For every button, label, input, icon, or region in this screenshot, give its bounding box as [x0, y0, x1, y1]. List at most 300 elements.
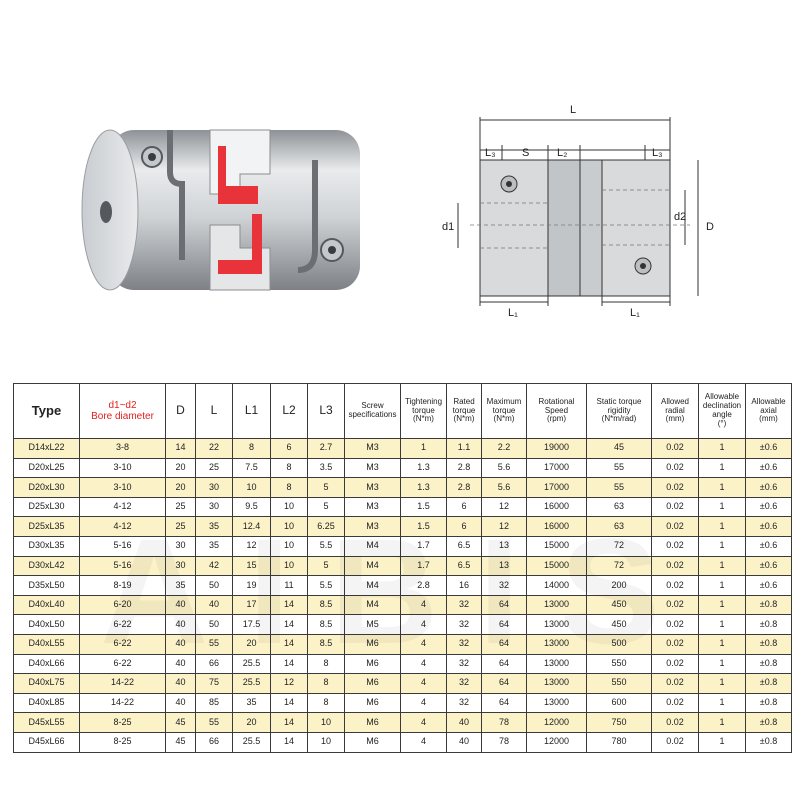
table-row [14, 556, 792, 576]
cell-L3: 5 [308, 478, 345, 498]
cell-screw: M6 [345, 732, 401, 752]
cell-bore: 3-10 [80, 478, 166, 498]
cell-D: 25 [166, 497, 196, 517]
table-row [14, 693, 792, 713]
cell-type: D20xL30 [14, 478, 80, 498]
cell-rigidity: 450 [587, 615, 652, 635]
cell-screw: M6 [345, 654, 401, 674]
cell-bore: 8-19 [80, 576, 166, 596]
cell-bore: 5-16 [80, 536, 166, 556]
header-speed: Rotational Speed (rpm) [527, 384, 587, 439]
cell-radial: 0.02 [652, 517, 699, 537]
cell-bore: 6-22 [80, 615, 166, 635]
cell-rigidity: 55 [587, 478, 652, 498]
cell-speed: 19000 [527, 439, 587, 459]
cell-D: 20 [166, 458, 196, 478]
cell-type: D40xL75 [14, 674, 80, 694]
cell-radial: 0.02 [652, 634, 699, 654]
cell-L: 35 [196, 517, 233, 537]
cell-axial: ±0.6 [746, 497, 792, 517]
cell-radial: 0.02 [652, 654, 699, 674]
cell-screw: M6 [345, 713, 401, 733]
cell-L1: 35 [233, 693, 271, 713]
cell-bore: 6-22 [80, 634, 166, 654]
table-row [14, 517, 792, 537]
cell-tightening: 1.5 [401, 497, 447, 517]
cell-declination: 1 [699, 517, 746, 537]
cell-rated: 32 [447, 595, 482, 615]
cell-tightening: 4 [401, 595, 447, 615]
table-row [14, 497, 792, 517]
cell-radial: 0.02 [652, 674, 699, 694]
cell-tightening: 4 [401, 615, 447, 635]
cell-tightening: 1.5 [401, 517, 447, 537]
cell-tightening: 4 [401, 693, 447, 713]
cell-type: D40xL50 [14, 615, 80, 635]
cell-D: 40 [166, 654, 196, 674]
dim-L1-left: L₁ [508, 307, 518, 319]
cell-declination: 1 [699, 595, 746, 615]
cell-D: 25 [166, 517, 196, 537]
cell-tightening: 4 [401, 634, 447, 654]
cell-L1: 20 [233, 713, 271, 733]
cell-declination: 1 [699, 497, 746, 517]
cell-speed: 13000 [527, 615, 587, 635]
cell-type: D45xL66 [14, 732, 80, 752]
cell-tightening: 4 [401, 674, 447, 694]
cell-screw: M6 [345, 693, 401, 713]
cell-L3: 10 [308, 713, 345, 733]
cell-screw: M4 [345, 536, 401, 556]
cell-L: 50 [196, 576, 233, 596]
cell-rated: 6.5 [447, 536, 482, 556]
cell-maximum: 64 [482, 693, 527, 713]
cell-maximum: 2.2 [482, 439, 527, 459]
cell-maximum: 64 [482, 595, 527, 615]
header-row [14, 384, 792, 439]
cell-L2: 10 [271, 556, 308, 576]
cell-declination: 1 [699, 654, 746, 674]
cell-L3: 6.25 [308, 517, 345, 537]
cell-bore: 8-25 [80, 713, 166, 733]
cell-declination: 1 [699, 693, 746, 713]
cell-rated: 32 [447, 634, 482, 654]
cell-L: 42 [196, 556, 233, 576]
dim-L2: L₂ [557, 147, 568, 159]
cell-maximum: 64 [482, 634, 527, 654]
cell-tightening: 1.7 [401, 536, 447, 556]
cell-bore: 4-12 [80, 517, 166, 537]
table-row [14, 478, 792, 498]
cell-type: D45xL55 [14, 713, 80, 733]
cell-radial: 0.02 [652, 693, 699, 713]
cell-axial: ±0.6 [746, 458, 792, 478]
cell-L1: 12.4 [233, 517, 271, 537]
cell-rigidity: 72 [587, 556, 652, 576]
cell-type: D25xL35 [14, 517, 80, 537]
cell-axial: ±0.8 [746, 615, 792, 635]
cell-L2: 12 [271, 674, 308, 694]
cell-L3: 8 [308, 674, 345, 694]
header-declination: Allowable declination angle (°) [699, 384, 746, 439]
cell-L3: 8 [308, 654, 345, 674]
cell-bore: 3-10 [80, 458, 166, 478]
cell-declination: 1 [699, 536, 746, 556]
cell-maximum: 78 [482, 732, 527, 752]
cell-L: 55 [196, 713, 233, 733]
cell-radial: 0.02 [652, 458, 699, 478]
cell-L2: 14 [271, 693, 308, 713]
cell-L3: 5 [308, 556, 345, 576]
cell-maximum: 13 [482, 536, 527, 556]
cell-rated: 32 [447, 693, 482, 713]
cell-radial: 0.02 [652, 615, 699, 635]
cell-L2: 14 [271, 713, 308, 733]
cell-type: D40xL66 [14, 654, 80, 674]
cell-bore: 8-25 [80, 732, 166, 752]
cell-bore: 14-22 [80, 693, 166, 713]
table-row [14, 595, 792, 615]
cell-rated: 6 [447, 497, 482, 517]
cell-maximum: 78 [482, 713, 527, 733]
cell-L3: 8.5 [308, 634, 345, 654]
table-row [14, 674, 792, 694]
cell-rated: 40 [447, 732, 482, 752]
cell-rigidity: 500 [587, 634, 652, 654]
cell-declination: 1 [699, 732, 746, 752]
header-rigidity: Static torque rigidity (N*m/rad) [587, 384, 652, 439]
cell-L2: 8 [271, 478, 308, 498]
cell-L2: 8 [271, 458, 308, 478]
header-L1: L1 [233, 384, 271, 439]
cell-speed: 17000 [527, 478, 587, 498]
cell-L2: 14 [271, 595, 308, 615]
cell-screw: M3 [345, 517, 401, 537]
dim-d2: d2 [674, 211, 687, 223]
cell-rated: 16 [447, 576, 482, 596]
cell-screw: M4 [345, 556, 401, 576]
cell-radial: 0.02 [652, 536, 699, 556]
cell-speed: 13000 [527, 674, 587, 694]
cell-L: 75 [196, 674, 233, 694]
cell-radial: 0.02 [652, 556, 699, 576]
cell-L1: 17.5 [233, 615, 271, 635]
cell-L3: 8 [308, 693, 345, 713]
cell-tightening: 1 [401, 439, 447, 459]
cell-axial: ±0.8 [746, 674, 792, 694]
cell-type: D40xL55 [14, 634, 80, 654]
cell-L2: 14 [271, 615, 308, 635]
cell-rated: 32 [447, 615, 482, 635]
cell-speed: 13000 [527, 595, 587, 615]
cell-bore: 6-20 [80, 595, 166, 615]
cell-L: 30 [196, 478, 233, 498]
cell-L3: 8.5 [308, 615, 345, 635]
coupling-photo [70, 110, 390, 310]
cell-speed: 16000 [527, 517, 587, 537]
cell-L: 55 [196, 634, 233, 654]
cell-L: 66 [196, 732, 233, 752]
cell-L3: 5.5 [308, 576, 345, 596]
dim-L3-left: L₃ [485, 147, 496, 159]
cell-bore: 5-16 [80, 556, 166, 576]
header-D: D [166, 384, 196, 439]
cell-axial: ±0.8 [746, 634, 792, 654]
header-radial: Allowed radial (mm) [652, 384, 699, 439]
cell-speed: 13000 [527, 634, 587, 654]
table-row [14, 458, 792, 478]
cell-type: D30xL35 [14, 536, 80, 556]
cell-L1: 12 [233, 536, 271, 556]
cell-L1: 17 [233, 595, 271, 615]
spec-table-body [14, 439, 792, 753]
cell-L2: 14 [271, 732, 308, 752]
cell-axial: ±0.6 [746, 517, 792, 537]
dim-S: S [522, 147, 530, 159]
cell-radial: 0.02 [652, 713, 699, 733]
cell-D: 35 [166, 576, 196, 596]
cell-L2: 10 [271, 536, 308, 556]
cell-maximum: 64 [482, 615, 527, 635]
cell-screw: M4 [345, 595, 401, 615]
cell-rigidity: 55 [587, 458, 652, 478]
cell-declination: 1 [699, 458, 746, 478]
cell-speed: 12000 [527, 713, 587, 733]
cell-axial: ±0.8 [746, 713, 792, 733]
cell-rigidity: 45 [587, 439, 652, 459]
cell-rigidity: 72 [587, 536, 652, 556]
cell-axial: ±0.6 [746, 439, 792, 459]
cell-D: 40 [166, 634, 196, 654]
dim-L: L [570, 104, 577, 116]
cell-speed: 13000 [527, 654, 587, 674]
cell-tightening: 4 [401, 732, 447, 752]
cell-L2: 10 [271, 517, 308, 537]
cell-speed: 15000 [527, 536, 587, 556]
cell-maximum: 13 [482, 556, 527, 576]
cell-type: D35xL50 [14, 576, 80, 596]
cell-rated: 2.8 [447, 458, 482, 478]
cell-type: D20xL25 [14, 458, 80, 478]
header-L: L [196, 384, 233, 439]
cell-screw: M3 [345, 458, 401, 478]
cell-radial: 0.02 [652, 595, 699, 615]
cell-type: D30xL42 [14, 556, 80, 576]
cell-declination: 1 [699, 576, 746, 596]
table-row [14, 654, 792, 674]
cell-rigidity: 550 [587, 674, 652, 694]
cell-L3: 5.5 [308, 536, 345, 556]
cell-axial: ±0.6 [746, 576, 792, 596]
spec-table [13, 383, 792, 753]
table-row [14, 439, 792, 459]
cell-maximum: 5.6 [482, 478, 527, 498]
cell-axial: ±0.6 [746, 556, 792, 576]
cell-L1: 8 [233, 439, 271, 459]
cell-L2: 10 [271, 497, 308, 517]
cell-rated: 32 [447, 654, 482, 674]
cell-L3: 10 [308, 732, 345, 752]
cell-L1: 25.5 [233, 674, 271, 694]
cell-L2: 6 [271, 439, 308, 459]
cell-D: 40 [166, 615, 196, 635]
cell-axial: ±0.8 [746, 732, 792, 752]
table-row [14, 713, 792, 733]
cell-D: 20 [166, 478, 196, 498]
cell-bore: 3-8 [80, 439, 166, 459]
cell-declination: 1 [699, 478, 746, 498]
header-rated: Rated torque (N*m) [447, 384, 482, 439]
cell-rigidity: 550 [587, 654, 652, 674]
cell-maximum: 12 [482, 517, 527, 537]
dim-D: D [706, 221, 714, 233]
cell-L2: 11 [271, 576, 308, 596]
cell-rigidity: 63 [587, 517, 652, 537]
cell-D: 45 [166, 732, 196, 752]
cell-bore: 6-22 [80, 654, 166, 674]
table-row [14, 536, 792, 556]
cell-type: D40xL85 [14, 693, 80, 713]
table-row [14, 615, 792, 635]
cell-rigidity: 780 [587, 732, 652, 752]
cell-rated: 1.1 [447, 439, 482, 459]
cell-radial: 0.02 [652, 478, 699, 498]
cell-axial: ±0.8 [746, 654, 792, 674]
cell-tightening: 4 [401, 713, 447, 733]
cell-declination: 1 [699, 439, 746, 459]
cell-maximum: 64 [482, 674, 527, 694]
cell-axial: ±0.6 [746, 478, 792, 498]
cell-screw: M6 [345, 634, 401, 654]
cell-maximum: 12 [482, 497, 527, 517]
cell-D: 14 [166, 439, 196, 459]
cell-radial: 0.02 [652, 576, 699, 596]
cell-D: 40 [166, 595, 196, 615]
cell-L3: 3.5 [308, 458, 345, 478]
cell-declination: 1 [699, 674, 746, 694]
dim-d1: d1 [442, 221, 455, 233]
cell-L1: 25.5 [233, 654, 271, 674]
cell-L: 85 [196, 693, 233, 713]
cell-maximum: 5.6 [482, 458, 527, 478]
header-bore: d1~d2 Bore diameter [80, 384, 166, 439]
cell-L1: 20 [233, 634, 271, 654]
cell-D: 45 [166, 713, 196, 733]
cell-axial: ±0.8 [746, 693, 792, 713]
cell-type: D25xL30 [14, 497, 80, 517]
cell-L2: 14 [271, 654, 308, 674]
cell-L: 40 [196, 595, 233, 615]
cell-declination: 1 [699, 615, 746, 635]
cell-L: 22 [196, 439, 233, 459]
cell-maximum: 32 [482, 576, 527, 596]
header-screw: Screw specifications [345, 384, 401, 439]
cell-screw: M6 [345, 674, 401, 694]
cell-radial: 0.02 [652, 439, 699, 459]
table-row [14, 634, 792, 654]
cell-declination: 1 [699, 713, 746, 733]
cell-radial: 0.02 [652, 732, 699, 752]
cell-D: 30 [166, 556, 196, 576]
cell-rated: 6 [447, 517, 482, 537]
dim-L1-right: L₁ [630, 307, 640, 319]
dim-L3-right: L₃ [652, 147, 663, 159]
cell-L: 35 [196, 536, 233, 556]
cell-L: 30 [196, 497, 233, 517]
cell-screw: M4 [345, 576, 401, 596]
cell-rigidity: 600 [587, 693, 652, 713]
cell-L: 66 [196, 654, 233, 674]
cell-speed: 12000 [527, 732, 587, 752]
cell-rated: 2.8 [447, 478, 482, 498]
cell-tightening: 1.7 [401, 556, 447, 576]
cell-L1: 7.5 [233, 458, 271, 478]
cell-axial: ±0.6 [746, 536, 792, 556]
cell-type: D14xL22 [14, 439, 80, 459]
cell-screw: M5 [345, 615, 401, 635]
cell-type: D40xL40 [14, 595, 80, 615]
cell-declination: 1 [699, 634, 746, 654]
cell-L1: 9.5 [233, 497, 271, 517]
cell-rigidity: 750 [587, 713, 652, 733]
cell-axial: ±0.8 [746, 595, 792, 615]
header-maximum: Maximum torque (N*m) [482, 384, 527, 439]
cell-L3: 5 [308, 497, 345, 517]
cell-D: 40 [166, 674, 196, 694]
cell-rated: 32 [447, 674, 482, 694]
table-row [14, 732, 792, 752]
cell-D: 40 [166, 693, 196, 713]
cell-speed: 17000 [527, 458, 587, 478]
cell-speed: 16000 [527, 497, 587, 517]
cell-L: 50 [196, 615, 233, 635]
header-axial: Allowable axial (mm) [746, 384, 792, 439]
cell-L3: 2.7 [308, 439, 345, 459]
cell-bore: 14-22 [80, 674, 166, 694]
cell-rated: 6.5 [447, 556, 482, 576]
cell-speed: 13000 [527, 693, 587, 713]
cell-rated: 40 [447, 713, 482, 733]
cell-speed: 14000 [527, 576, 587, 596]
header-type: Type [14, 384, 80, 439]
cell-rigidity: 63 [587, 497, 652, 517]
cell-rigidity: 450 [587, 595, 652, 615]
cell-L3: 8.5 [308, 595, 345, 615]
dimension-drawing [430, 80, 730, 320]
cell-L1: 15 [233, 556, 271, 576]
cell-tightening: 2.8 [401, 576, 447, 596]
cell-screw: M3 [345, 439, 401, 459]
header-tightening: Tightening torque (N*m) [401, 384, 447, 439]
cell-L1: 19 [233, 576, 271, 596]
cell-bore: 4-12 [80, 497, 166, 517]
cell-tightening: 1.3 [401, 478, 447, 498]
cell-rigidity: 200 [587, 576, 652, 596]
cell-tightening: 1.3 [401, 458, 447, 478]
cell-maximum: 64 [482, 654, 527, 674]
cell-speed: 15000 [527, 556, 587, 576]
cell-L1: 10 [233, 478, 271, 498]
cell-L1: 25.5 [233, 732, 271, 752]
header-L3: L3 [308, 384, 345, 439]
table-row [14, 576, 792, 596]
spec-table-container [13, 383, 791, 753]
cell-declination: 1 [699, 556, 746, 576]
cell-screw: M3 [345, 478, 401, 498]
cell-D: 30 [166, 536, 196, 556]
cell-screw: M3 [345, 497, 401, 517]
cell-tightening: 4 [401, 654, 447, 674]
